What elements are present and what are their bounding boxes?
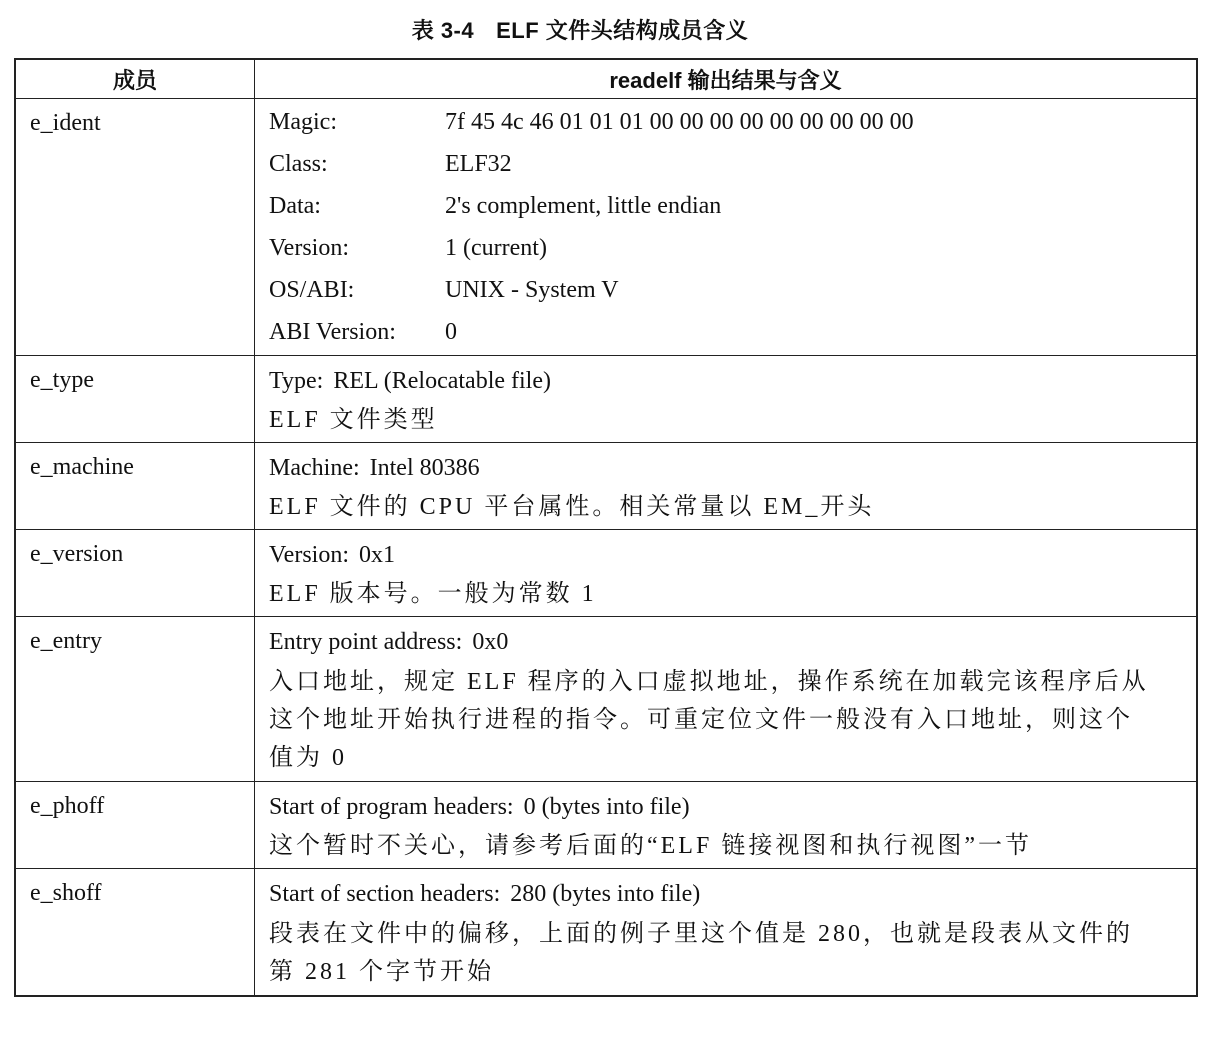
meaning-cell bbox=[255, 530, 1198, 617]
member-cell: e_entry bbox=[15, 617, 255, 782]
description-text: ELF 文件的 CPU 平台属性。相关常量以 EM_开头 bbox=[269, 494, 875, 520]
ident-field-abi-version: ABI Version: 0 bbox=[269, 319, 457, 345]
member-cell: e_machine bbox=[15, 443, 255, 530]
table-title: ELF 文件头结构成员含义 bbox=[496, 18, 749, 43]
member-cell: e_ident bbox=[15, 99, 255, 356]
readelf-output-line: Entry point address: 0x0 bbox=[269, 629, 509, 655]
description-line: 段表在文件中的偏移，上面的例子里这个值是 280，也就是段表从文件的 bbox=[269, 921, 1133, 947]
readelf-output-line: Machine: Intel 80386 bbox=[269, 455, 480, 481]
meaning-cell bbox=[255, 99, 1198, 356]
ident-field-class: Class: ELF32 bbox=[269, 151, 512, 177]
table-caption bbox=[0, 14, 1160, 45]
member-cell: e_version bbox=[15, 530, 255, 617]
description-text: ELF 文件类型 bbox=[269, 407, 438, 433]
description-line: 第 281 个字节开始 bbox=[269, 959, 494, 985]
description-line: 这个地址开始执行进程的指令。可重定位文件一般没有入口地址，则这个 bbox=[269, 707, 1133, 733]
table-row-e-version bbox=[15, 530, 1197, 617]
meaning-cell bbox=[255, 443, 1198, 530]
description-line: 值为 0 bbox=[269, 745, 347, 771]
meaning-cell bbox=[255, 617, 1198, 782]
ident-field-data: Data: 2's complement, little endian bbox=[269, 193, 722, 219]
member-cell: e_type bbox=[15, 356, 255, 443]
meaning-cell bbox=[255, 356, 1198, 443]
member-cell: e_phoff bbox=[15, 782, 255, 869]
description-text: 这个暂时不关心，请参考后面的“ELF 链接视图和执行视图”一节 bbox=[269, 833, 1032, 859]
table-row-e-phoff bbox=[15, 782, 1197, 869]
ident-field-version: Version: 1 (current) bbox=[269, 235, 547, 261]
table-row-e-ident bbox=[15, 99, 1197, 356]
member-cell: e_shoff bbox=[15, 869, 255, 997]
readelf-output-line: Start of program headers: 0 (bytes into file) bbox=[269, 794, 690, 820]
readelf-output-line: Version: 0x1 bbox=[269, 542, 395, 568]
table-row-e-type bbox=[15, 356, 1197, 443]
description-text: ELF 版本号。一般为常数 1 bbox=[269, 581, 597, 607]
elf-header-table bbox=[14, 58, 1198, 997]
description-line: 入口地址，规定 ELF 程序的入口虚拟地址，操作系统在加载完该程序后从 bbox=[269, 669, 1149, 695]
ident-field-os-abi: OS/ABI: UNIX - System V bbox=[269, 277, 619, 303]
table-row-e-shoff bbox=[15, 869, 1197, 997]
readelf-output-line: Start of section headers: 280 (bytes into file) bbox=[269, 881, 701, 907]
member-column-header: 成员 bbox=[15, 59, 255, 99]
meaning-cell bbox=[255, 869, 1198, 997]
table-row-e-entry bbox=[15, 617, 1197, 782]
table-number: 表 3-4 bbox=[411, 18, 475, 43]
meaning-column-header: readelf 输出结果与含义 bbox=[255, 59, 1198, 99]
header-row bbox=[15, 59, 1197, 99]
ident-field-magic: Magic: 7f 45 4c 46 01 01 01 00 00 00 00 00 00 00 00 00 bbox=[269, 109, 914, 135]
table-row-e-machine bbox=[15, 443, 1197, 530]
meaning-cell bbox=[255, 782, 1198, 869]
readelf-output-line: Type: REL (Relocatable file) bbox=[269, 368, 551, 394]
